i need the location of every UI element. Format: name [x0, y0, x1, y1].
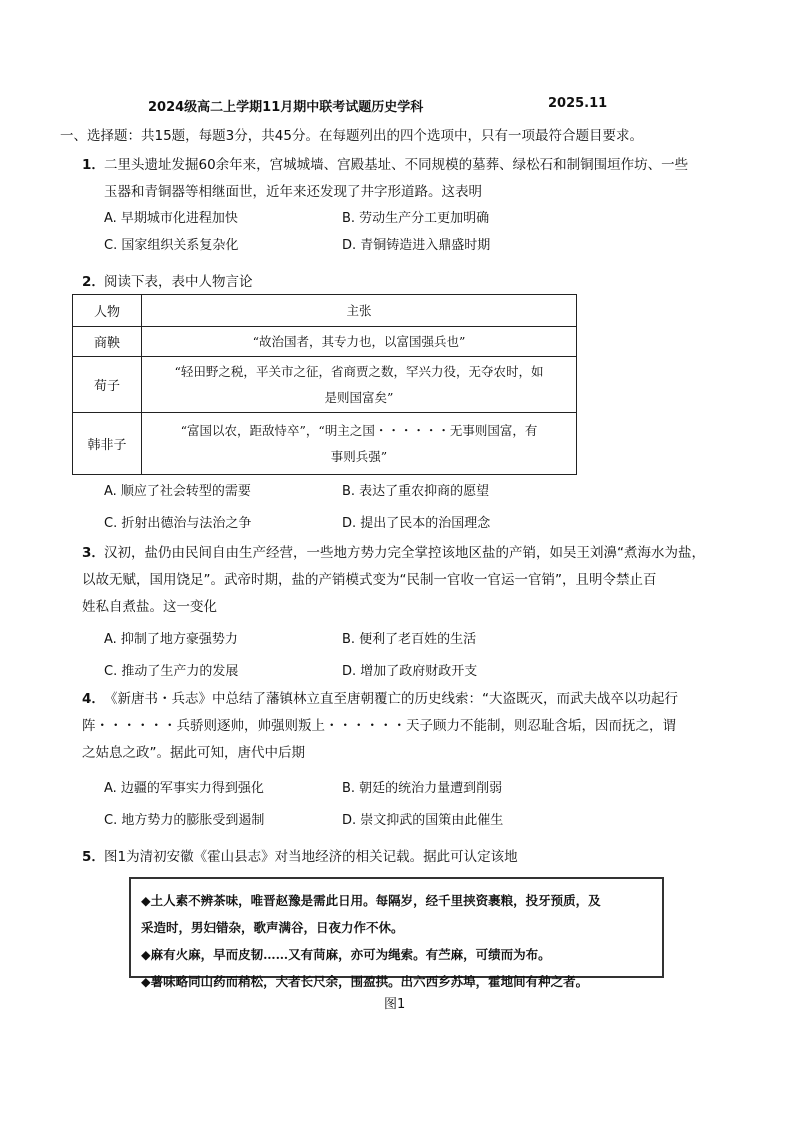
excerpt-line: ◆麻有火麻，早而皮韧……又有苘麻，亦可为绳索。有苎麻，可绩而为布。 [141, 947, 551, 962]
table-cell-person: 韩非子 [73, 413, 142, 475]
option-c[interactable]: C. 国家组织关系复杂化 [104, 238, 239, 253]
excerpt-line: 采造时，男妇错杂，歌声满谷，日夜力作不休。 [141, 920, 404, 935]
question-text-line: 汉初，盐仍由民间自由生产经营，一些地方势力完全掌控该地区盐的产销，如吴王刘濞“煮海水为盐， [104, 545, 705, 561]
table-row [73, 413, 577, 475]
table-cell-claim [142, 357, 577, 413]
historical-excerpt-figure [129, 877, 664, 989]
question-number: 1． [82, 157, 105, 173]
option-b[interactable]: B. 表达了重农抑商的愿望 [342, 484, 490, 499]
option-b[interactable]: B. 朝廷的统治力量遭到削弱 [342, 781, 503, 796]
question-text-line: 阅读下表，表中人物言论 [104, 274, 253, 290]
table-cell-claim [142, 327, 577, 357]
claim-line: “富国以农，距敌恃卒”，“明主之国・・・・・・无事则国富，有 [180, 422, 538, 438]
claim-line: “故治国者，其专力也，以富国强兵也” [252, 333, 466, 349]
section-heading: 一、选择题：共15题，每题3分，共45分。在每题列出的四个选项中，只有一项最符合题目要求。 [60, 128, 643, 144]
option-a[interactable]: A. 早期城市化进程加快 [104, 211, 238, 226]
claims-table [72, 294, 577, 475]
table-header-row [73, 295, 577, 327]
option-a[interactable]: A. 顺应了社会转型的需要 [104, 484, 251, 499]
question-text-line: 以故无赋，国用饶足”。武帝时期，盐的产销模式变为“民制一官收一官运一官销”，且明令禁止百 [82, 572, 657, 588]
question-text-line: 之姑息之政”。据此可知，唐代中后期 [82, 745, 305, 761]
question-number: 5． [82, 849, 105, 865]
option-c[interactable]: C. 推动了生产力的发展 [104, 664, 239, 679]
option-d[interactable]: D. 崇文抑武的国策由此催生 [342, 813, 504, 828]
option-c[interactable]: C. 折射出德治与法治之争 [104, 516, 252, 531]
claim-line: 事则兵强” [330, 448, 388, 464]
table-header-claim: 主张 [142, 295, 577, 327]
table-cell-person: 荀子 [73, 357, 142, 413]
table-cell-person: 商鞅 [73, 327, 142, 357]
option-b[interactable]: B. 劳动生产分工更加明确 [342, 211, 490, 226]
question-text-line: 玉器和青铜器等相继面世，近年来还发现了井字形道路。这表明 [104, 184, 482, 200]
table-header-person: 人物 [73, 295, 142, 327]
question-number: 2． [82, 274, 105, 290]
table-row [73, 327, 577, 357]
question-number: 4． [82, 691, 105, 707]
question-text-line: 《新唐书・兵志》中总结了藩镇林立直至唐朝覆亡的历史线索：“大盗既灭，而武夫战卒以功起行 [104, 691, 678, 707]
excerpt-line: ◆薯味略同山药而稍松，大者长尺余，围盈拱。出六西乡苏埠，霍地间有种之者。 [141, 974, 589, 989]
claim-line: “轻田野之税，平关市之征，省商贾之数，罕兴力役，无夺农时，如 [174, 363, 544, 379]
option-d[interactable]: D. 青铜铸造进入鼎盛时期 [342, 238, 491, 253]
table-row [73, 357, 577, 413]
option-d[interactable]: D. 提出了民本的治国理念 [342, 516, 491, 531]
option-d[interactable]: D. 增加了政府财政开支 [342, 664, 478, 679]
option-a[interactable]: A. 抑制了地方豪强势力 [104, 632, 238, 647]
question-text-line: 二里头遗址发掘60余年来，宫城城墙、宫殿基址、不同规模的墓葬、绿松石和制铜围垣作坊、一些 [104, 157, 689, 173]
excerpt-line: ◆土人素不辨茶味，唯晋赵豫是需此日用。每隔岁，经千里挟资裹粮，投牙预质，及 [141, 893, 601, 908]
question-number: 3． [82, 545, 105, 561]
option-c[interactable]: C. 地方势力的膨胀受到遏制 [104, 813, 265, 828]
exam-title: 2024级高二上学期11月期中联考试题历史学科 [148, 100, 424, 115]
exam-date: 2025.11 [548, 96, 608, 111]
option-a[interactable]: A. 边疆的军事实力得到强化 [104, 781, 264, 796]
option-b[interactable]: B. 便利了老百姓的生活 [342, 632, 477, 647]
figure-caption: 图1 [384, 997, 406, 1012]
claim-line: 是则国富矣” [324, 389, 394, 405]
question-text-line: 阵・・・・・・兵骄则逐帅，帅强则叛上・・・・・・天子顾力不能制，则忍耻含垢，因而抚之，谓 [82, 718, 676, 734]
table-cell-claim [142, 413, 577, 475]
question-text-line: 姓私自煮盐。这一变化 [82, 599, 217, 615]
question-text-line: 图1为清初安徽《霍山县志》对当地经济的相关记载。据此可认定该地 [104, 849, 518, 865]
